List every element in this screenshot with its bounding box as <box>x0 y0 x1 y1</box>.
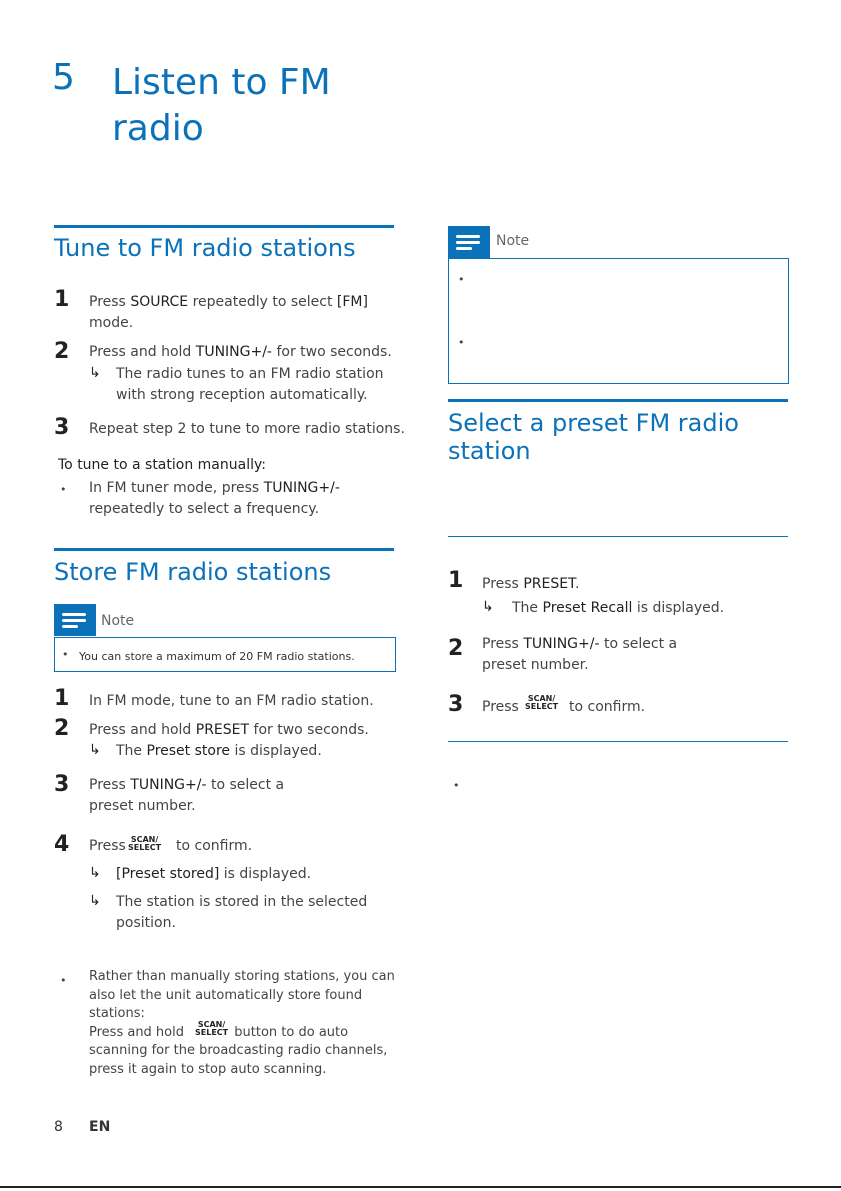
divider <box>448 741 788 742</box>
scan-select-icon: SCAN/ SELECT <box>195 1020 229 1037</box>
store-step-3: Press TUNING+/- to select a preset number. <box>89 777 285 814</box>
note-label: Note <box>496 233 530 249</box>
store-step-4-result-2: The station is stored in the selected position. <box>116 894 368 931</box>
scan-select-icon: SCAN/ SELECT <box>128 835 162 852</box>
section-rule <box>448 399 788 402</box>
manual-text: In FM tuner mode, press TUNING+/- repeatedly to select a frequency. <box>89 480 340 517</box>
bullet: • <box>62 648 69 661</box>
bullet: • <box>60 974 67 987</box>
preset-step-1-result: The Preset Recall is displayed. <box>512 600 725 616</box>
store-step-4-rest: to confirm. <box>176 838 253 854</box>
note-label: Note <box>101 613 135 629</box>
page-number: 8 <box>54 1119 63 1135</box>
preset-step-2: Press TUNING+/- to select a preset number. <box>482 636 678 673</box>
step-number: 4 <box>54 832 70 857</box>
store-step-4-press: Press <box>89 838 126 854</box>
step-number: 1 <box>54 686 70 711</box>
bullet: • <box>60 483 67 496</box>
step-number: 2 <box>54 716 70 741</box>
tune-step-2: Press and hold TUNING+/- for two seconds. <box>89 344 392 360</box>
store-step-2-result: The Preset store is displayed. <box>116 743 322 759</box>
note-icon <box>54 604 96 636</box>
language-code: EN <box>89 1119 111 1135</box>
scan-select-icon: SCAN/ SELECT <box>525 694 559 711</box>
note-text: You can store a maximum of 20 FM radio stations. <box>79 650 355 663</box>
result-arrow-icon: ↳ <box>89 365 101 381</box>
section-title-tune: Tune to FM radio stations <box>54 234 356 262</box>
note-box <box>448 258 789 384</box>
note-icon <box>448 226 490 258</box>
bullet: • <box>458 336 465 349</box>
preset-step-3-rest: to confirm. <box>569 699 646 715</box>
section-rule <box>54 225 394 228</box>
result-arrow-icon: ↳ <box>482 599 494 615</box>
bullet: • <box>458 273 465 286</box>
store-step-2: Press and hold PRESET for two seconds. <box>89 722 369 738</box>
step-number: 3 <box>54 415 70 440</box>
auto-store-text: Rather than manually storing stations, you can also let the unit automatically store found stations: Press and hold button to do auto scanning for the broadcasting radio channels, press it again to stop auto scanning. <box>89 969 395 1077</box>
chapter-title: Listen to FM radio <box>112 62 331 149</box>
chapter-number: 5 <box>52 57 75 98</box>
section-rule <box>54 548 394 551</box>
step-number: 2 <box>448 636 464 661</box>
section-title-store: Store FM radio stations <box>54 558 332 586</box>
result-arrow-icon: ↳ <box>89 742 101 758</box>
result-arrow-icon: ↳ <box>89 865 101 881</box>
step-number: 1 <box>54 287 70 312</box>
tune-step-2-result: The radio tunes to an FM radio station with strong reception automatically. <box>116 366 384 403</box>
step-number: 3 <box>54 772 70 797</box>
preset-step-1: Press PRESET. <box>482 576 580 592</box>
step-number: 3 <box>448 692 464 717</box>
tune-step-3: Repeat step 2 to tune to more radio stations. <box>89 421 405 437</box>
manual-heading: To tune to a station manually: <box>58 457 266 473</box>
bullet: • <box>453 779 460 792</box>
result-arrow-icon: ↳ <box>89 893 101 909</box>
divider <box>448 536 788 537</box>
section-title-preset: Select a preset FM radio station <box>448 409 739 465</box>
bottom-rule <box>0 1186 841 1188</box>
tune-step-1: Press SOURCE repeatedly to select [FM] mode. <box>89 294 368 331</box>
step-number: 1 <box>448 568 464 593</box>
preset-step-3-press: Press <box>482 699 519 715</box>
store-step-1: In FM mode, tune to an FM radio station. <box>89 693 374 709</box>
step-number: 2 <box>54 339 70 364</box>
store-step-4-result-1: [Preset stored] is displayed. <box>116 866 312 882</box>
